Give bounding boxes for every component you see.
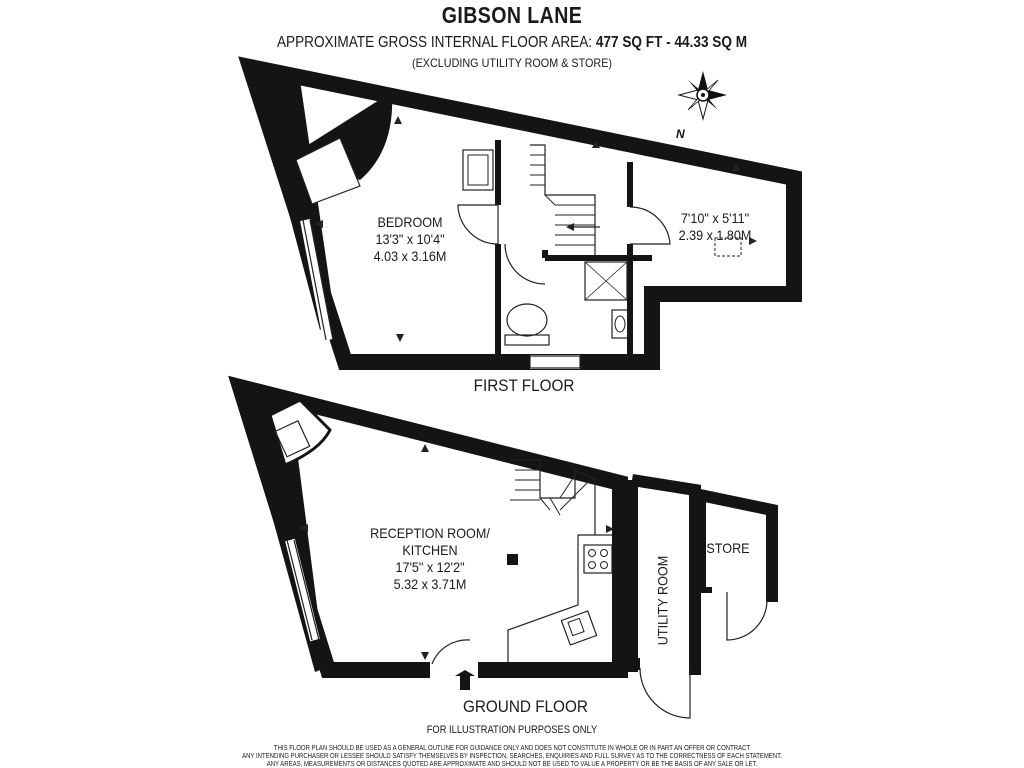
store-label: STORE <box>706 540 750 556</box>
bedroom-label <box>361 214 460 265</box>
bedroom-imperial: 13'3" x 10'4" <box>375 231 445 247</box>
second-room-label <box>666 210 765 244</box>
second-room-metric: 2.39 x 1.80M <box>678 227 752 243</box>
floor-area-label: APPROXIMATE GROSS INTERNAL FLOOR AREA: <box>276 34 593 51</box>
disclaimer-line-3: ANY AREAS, MEASUREMENTS OR DISTANCES QUOTED ARE APPROXIMATE AND SHOULD NOT BE USED TO VALUE A PROPERTY OR BE THE BASIS OF ANY SALE OR LET. <box>266 759 758 768</box>
reception-imperial: 17'5" x 12'2" <box>395 559 465 575</box>
utility-room-label: UTILITY ROOM <box>654 555 671 646</box>
first-floor-label: FIRST FLOOR <box>473 376 575 395</box>
floor-area-note: (EXCLUDING UTILITY ROOM & STORE) <box>411 56 613 70</box>
bedroom-name: BEDROOM <box>377 214 443 230</box>
ground-floor-label: GROUND FLOOR <box>462 697 588 716</box>
bedroom-metric: 4.03 x 3.16M <box>373 248 447 264</box>
floor-area-value: 477 SQ FT - 44.33 SQ M <box>595 34 748 51</box>
plan-title: GIBSON LANE <box>441 2 583 28</box>
reception-name-line2: KITCHEN <box>402 542 458 558</box>
disclaimer-line-1: THIS FLOOR PLAN SHOULD BE USED AS A GENERAL OUTLINE FOR GUIDANCE ONLY AND DOES NOT CONSTITUTE IN WHOLE OR IN PART AN OFFER OR CONTRACT <box>273 743 751 752</box>
reception-label <box>367 525 493 593</box>
ground-floor-plan <box>235 382 772 718</box>
disclaimer-line-2: ANY INTENDING PURCHASER OR LESSEE SHOULD SATISFY THEMSELVES BY INSPECTION, SEARCHES, ENQUIRIES AND FULL SURVEY AS TO THE CORRECTNESS OF EACH STATEMENT. <box>242 751 782 760</box>
illustration-note: FOR ILLUSTRATION PURPOSES ONLY <box>426 724 598 736</box>
compass-icon <box>679 71 727 119</box>
reception-metric: 5.32 x 3.71M <box>393 576 467 592</box>
second-room-imperial: 7'10" x 5'11" <box>680 210 750 226</box>
reception-name-line1: RECEPTION ROOM/ <box>370 525 490 541</box>
compass-north-label: N <box>676 127 685 141</box>
